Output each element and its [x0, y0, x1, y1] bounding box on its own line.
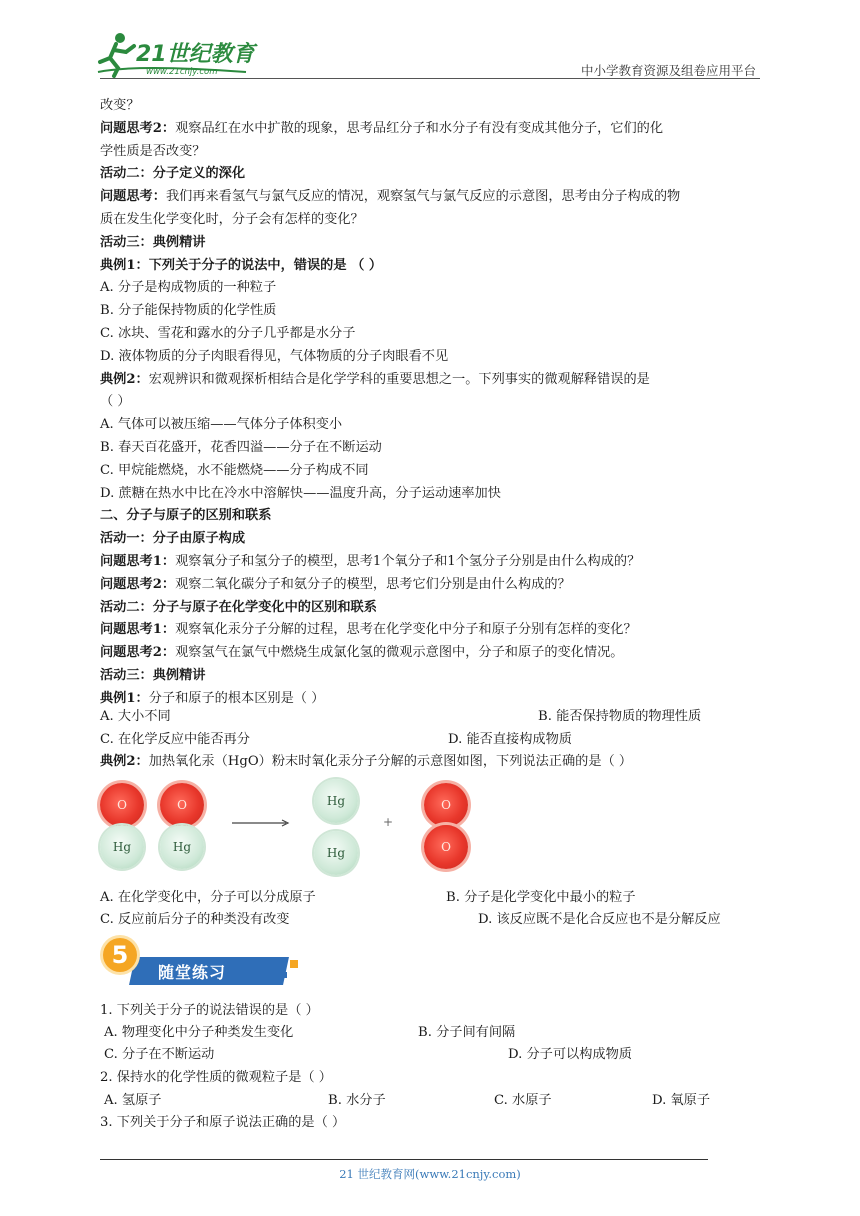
text-line [100, 370, 650, 390]
text-line [100, 164, 245, 184]
line-lead: 问题思考： [100, 189, 166, 205]
bold-text: 二、分子与原子的区别和联系 [100, 508, 272, 524]
practice-q3: 3. 下列关于分子和原子说法正确的是（ ） [100, 1115, 346, 1130]
line-text [100, 577, 571, 592]
text-line [100, 96, 140, 116]
line-rest: 宏观辨识和微观探析相结合是化学学科的重要思想之一。下列事实的微观解释错误的是 [148, 371, 650, 387]
line-text: D. 液体物质的分子肉眼看得见，气体物质的分子肉眼看不见 [100, 348, 449, 364]
practice-q2: 2. 保持水的化学性质的微观粒子是（ ） [100, 1070, 332, 1085]
practice-q1-option-d: D. 分子可以构成物质 [508, 1047, 632, 1062]
mercury-atom: Hg [160, 825, 204, 869]
ex1-option-b: B. 能否保持物质的物理性质 [538, 709, 702, 724]
line-text [100, 372, 650, 387]
bold-text: 典例1：下列关于分子的说法中，错误的是 （ ） [100, 257, 383, 273]
logo-url: www.21cnjy.com [146, 67, 218, 77]
line-text [100, 645, 624, 660]
text-line [100, 301, 276, 321]
text-line [100, 392, 131, 412]
line-text: C. 冰块、雪花和露水的分子几乎都是水分子 [100, 326, 356, 341]
ex1-option-d: D. 能否直接构成物质 [448, 732, 572, 747]
ex2-option-c: C. 反应前后分子的种类没有改变 [100, 912, 290, 927]
text-line [100, 119, 663, 139]
practice-q1-option-c: C. 分子在不断运动 [104, 1047, 215, 1062]
mercury-atom: Hg [314, 831, 358, 875]
practice-q2-option-b: B. 水分子 [328, 1093, 386, 1108]
practice-q1-option-b: B. 分子间有间隔 [418, 1025, 516, 1040]
ex2-option-b: B. 分子是化学变化中最小的粒子 [446, 890, 636, 905]
practice-q1: 1. 下列关于分子的说法错误的是（ ） [100, 1003, 319, 1018]
line-lead: 问题思考2： [100, 576, 176, 592]
text-line [100, 529, 245, 549]
line-lead: 问题思考1： [100, 622, 176, 638]
practice-q2-option-c: C. 水原子 [494, 1093, 552, 1108]
line-rest: 分子和原子的根本区别是（ ） [148, 690, 325, 706]
practice-q2-option-a: A. 氢原子 [104, 1093, 162, 1108]
text-line [100, 278, 276, 298]
section-number-badge: 5 [103, 938, 137, 972]
bold-text: 活动三：典例精讲 [100, 668, 206, 683]
line-rest: 观察氧分子和氢分子的模型，思考1个氧分子和1个氢分子分别是由什么构成的？ [175, 554, 641, 569]
line-rest: 观察品红在水中扩散的现象，思考品红分子和水分子有没有变成其他分子，它们的化 [175, 120, 664, 136]
oxygen-atom: O [100, 783, 144, 827]
text-line [100, 598, 377, 618]
ex2-option-a: A. 在化学变化中，分子可以分成原子 [100, 890, 316, 905]
line-text [100, 121, 663, 136]
oxygen-atom: O [424, 783, 468, 827]
header-divider [100, 78, 760, 79]
text-line [100, 461, 369, 481]
bold-text: 活动二：分子与原子在化学变化中的区别和联系 [100, 599, 377, 615]
text-line [100, 575, 571, 595]
section-title: 随堂练习 [158, 963, 227, 982]
oxygen-atom: O [160, 783, 204, 827]
line-rest: 观察氧化汞分子分解的过程，思考在化学变化中分子和原子分别有怎样的变化？ [175, 622, 637, 638]
line-rest: 观察二氧化碳分子和氨分子的模型，思考它们分别是由什么构成的？ [175, 576, 571, 592]
text-line [100, 643, 624, 663]
line-text: C. 甲烷能燃烧，水不能燃烧——分子构成不同 [100, 462, 369, 478]
platform-name: 中小学教育资源及组卷应用平台 [580, 63, 756, 78]
line-lead: 典例1： [100, 690, 149, 706]
line-lead: 问题思考2： [100, 120, 176, 136]
text-line [100, 552, 640, 572]
text-line [100, 187, 680, 207]
text-line [100, 620, 637, 640]
line-text: D. 蔗糖在热水中比在冷水中溶解快——温度升高，分子运动速率加快 [100, 485, 501, 501]
ex1-option-c: C. 在化学反应中能否再分 [100, 732, 250, 747]
text-line [100, 438, 382, 458]
practice-q1-option-a: A. 物理变化中分子种类发生变化 [104, 1025, 294, 1040]
section-accent-square [281, 972, 287, 978]
line-text: （ ） [100, 394, 131, 410]
line-text [100, 691, 324, 706]
text-line [100, 210, 364, 230]
bold-text: 活动三：典例精讲 [100, 234, 206, 250]
line-text: 学性质是否改变？ [100, 143, 206, 159]
text-line [100, 347, 448, 367]
bold-text: 活动二：分子定义的深化 [100, 166, 246, 182]
text-line [100, 256, 382, 276]
line-text: B. 分子能保持物质的化学性质 [100, 303, 277, 319]
text-line [100, 415, 342, 435]
line-text [100, 554, 640, 569]
text-line [100, 506, 271, 526]
ex2-stem-text: 加热氧化汞（HgO）粉末时氧化汞分子分解的示意图如图，下列说法正确的是（ ） [148, 754, 633, 769]
line-text: A. 分子是构成物质的一种粒子 [100, 280, 277, 296]
text-line [100, 484, 501, 504]
footer-text: 21 世纪教育网(www.21cnjy.com) [339, 1167, 521, 1181]
ex2-option-d: D. 该反应既不是化合反应也不是分解反应 [478, 912, 721, 927]
line-text: A. 气体可以被压缩——气体分子体积变小 [100, 417, 343, 433]
text-line [100, 324, 355, 344]
line-text: 改变？ [100, 98, 140, 113]
site-logo [96, 28, 266, 78]
line-lead: 问题思考2： [100, 645, 176, 661]
ex2-stem [100, 752, 632, 772]
line-lead: 问题思考1： [100, 554, 176, 569]
section-accent-square [290, 960, 298, 968]
line-lead: 典例2： [100, 371, 149, 387]
mercury-atom: Hg [314, 779, 358, 823]
line-text [100, 189, 680, 204]
line-text: B. 春天百花盛开，花香四溢——分子在不断运动 [100, 440, 382, 455]
line-text: 质在发生化学变化时，分子会有怎样的变化？ [100, 212, 364, 227]
ex1-option-a: A. 大小不同 [100, 709, 171, 724]
text-line [100, 666, 206, 686]
logo-text: 21世纪教育 [136, 42, 255, 67]
text-line [100, 233, 206, 253]
line-rest: 我们再来看氢气与氯气反应的情况，观察氢气与氯气反应的示意图，思考由分子构成的物 [165, 189, 681, 205]
line-text [100, 622, 637, 637]
oxygen-atom: O [424, 825, 468, 869]
line-rest: 观察氢气在氯气中燃烧生成氯化氢的微观示意图中，分子和原子的变化情况。 [175, 645, 624, 661]
reaction-arrow-icon [230, 818, 292, 828]
footer-divider [100, 1159, 708, 1160]
bold-text: 活动一：分子由原子构成 [100, 531, 246, 547]
text-line [100, 689, 324, 709]
text-line [100, 142, 206, 162]
ex2-stem-lead: 典例2： [100, 754, 149, 769]
mercury-atom: Hg [100, 825, 144, 869]
practice-q2-option-d: D. 氧原子 [652, 1093, 711, 1108]
plus-sign: + [383, 815, 394, 829]
